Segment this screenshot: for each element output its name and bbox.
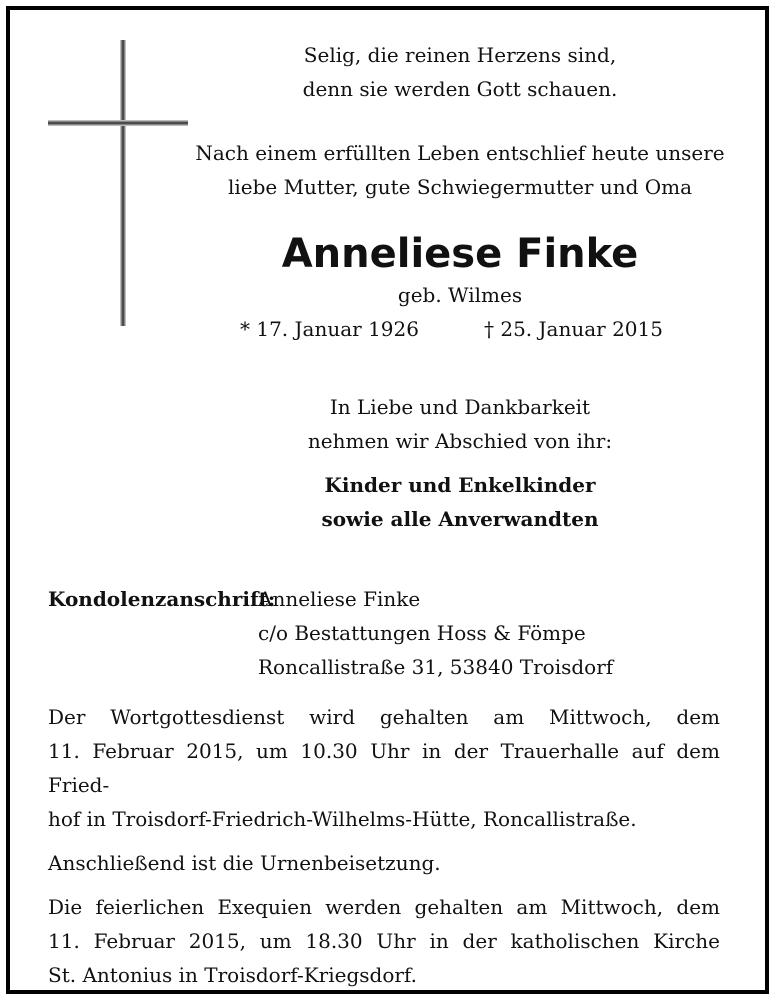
verse-line: denn sie werden Gott schauen. <box>302 77 618 101</box>
verse-line: Selig, die reinen Herzens sind, <box>303 43 617 67</box>
address-line: Anneliese Finke <box>258 587 421 611</box>
intro-line: Nach einem erfüllten Leben entschlief heute unsere <box>195 141 725 165</box>
service-line: Der Wortgottesdienst wird gehalten am Mittwoch, dem <box>48 705 720 729</box>
exequies-line: 11. Februar 2015, um 18.30 Uhr in der katholischen Kirche <box>48 929 720 953</box>
intro-line: liebe Mutter, gute Schwiegermutter und Oma <box>227 175 693 199</box>
cross-icon-bar <box>48 120 188 126</box>
service-line: hof in Troisdorf-Friedrich-Wilhelms-Hütte, Roncallistraße. <box>48 807 637 831</box>
service-paragraph <box>48 700 720 836</box>
condolence-address <box>48 582 613 684</box>
family-line: sowie alle Anverwandten <box>321 507 599 531</box>
urn-paragraph: Anschließend ist die Urnenbeisetzung. <box>48 851 441 875</box>
exequies-paragraph <box>48 890 720 992</box>
service-details <box>48 700 720 1002</box>
address-line: c/o Bestattungen Hoss & Fömpe <box>258 621 586 645</box>
condolence-label: Kondolenzanschrift: <box>48 587 276 611</box>
address-line: Roncallistraße 31, 53840 Troisdorf <box>258 655 614 679</box>
family-signature <box>180 468 740 536</box>
exequies-line: St. Antonius in Troisdorf-Kriegsdorf. <box>48 963 417 987</box>
death-date: † 25. Januar 2015 <box>484 317 663 341</box>
family-line: Kinder und Enkelkinder <box>324 473 596 497</box>
birth-date: * 17. Januar 1926 <box>240 317 419 341</box>
thanks-line: In Liebe und Dankbarkeit <box>329 395 591 419</box>
exequies-line: Die feierlichen Exequien werden gehalten am Mittwoch, dem <box>48 895 720 919</box>
intro-text <box>180 136 740 204</box>
thanks-line: nehmen wir Abschied von ihr: <box>307 429 613 453</box>
bible-verse <box>180 38 740 106</box>
birth-name: geb. Wilmes <box>397 283 523 307</box>
cross-icon <box>120 40 126 326</box>
deceased-name: Anneliese Finke <box>281 231 639 277</box>
service-line: 11. Februar 2015, um 10.30 Uhr in der Trauerhalle auf dem Fried- <box>48 739 720 797</box>
thanks-text <box>180 390 740 458</box>
